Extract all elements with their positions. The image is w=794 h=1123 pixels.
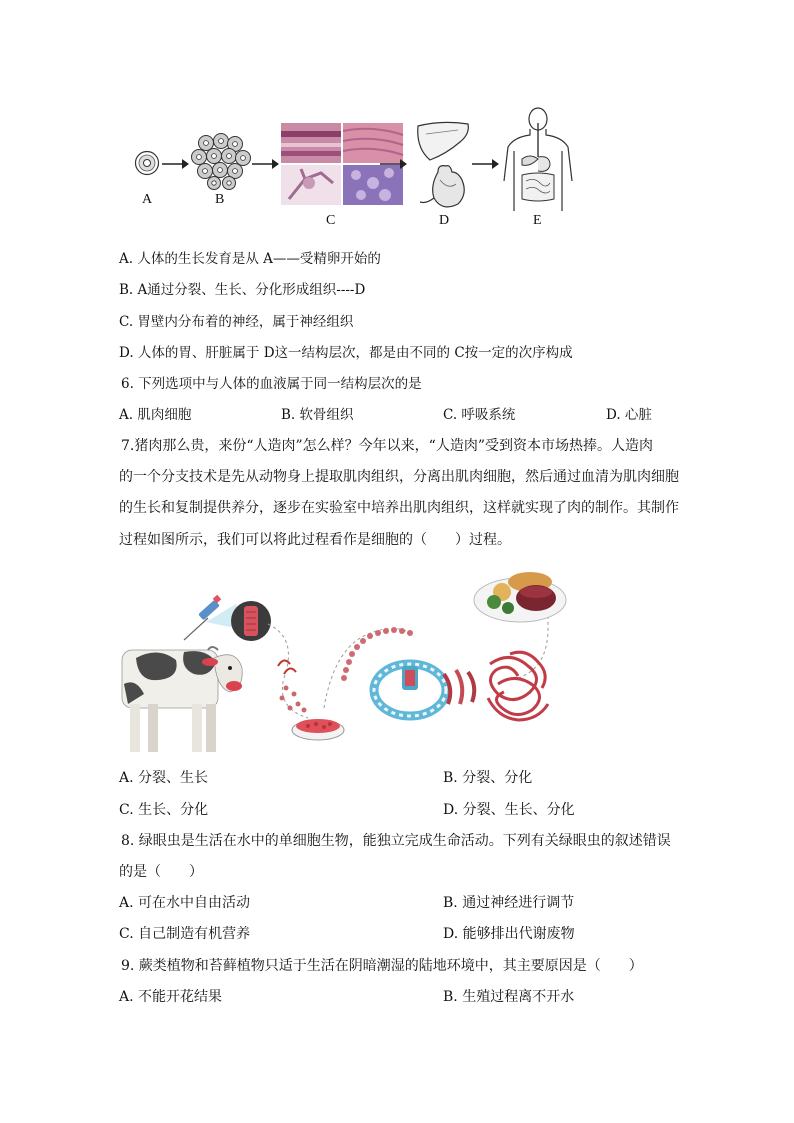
q7-option-d: D. 分裂、生长、分化	[443, 802, 575, 818]
cultured-meat-process-figure	[118, 558, 568, 758]
q8-option-a: A. 可在水中自由活动	[119, 895, 251, 911]
organs-liver-stomach-image	[412, 120, 474, 212]
petri-dish-icon	[292, 719, 344, 740]
q7-option-a: A. 分裂、生长	[119, 770, 209, 786]
q8-option-b: B. 通过神经进行调节	[443, 895, 575, 911]
q6-stem: 6. 下列选项中与人体的血液属于同一结构层次的是	[121, 376, 422, 392]
burger-plate-icon	[474, 572, 566, 622]
q7-stem-line-4: 过程如图所示，我们可以将此过程看作是细胞的（ ）过程。	[119, 532, 511, 548]
q6-option-a: A. 肌肉细胞	[119, 407, 192, 423]
q7-option-b: B. 分裂、分化	[443, 770, 533, 786]
figure-label-c: C	[326, 213, 336, 228]
q5-option-b: B. A通过分裂、生长、分化形成组织----D	[119, 282, 366, 298]
cow-image	[122, 647, 242, 752]
cell-cluster-image	[190, 134, 252, 190]
figure-label-a: A	[142, 192, 153, 207]
q6-option-b: B. 软骨组织	[281, 407, 354, 423]
arrow-icon	[160, 157, 190, 171]
q8-stem-line-2: 的是（ ）	[119, 864, 203, 880]
arrow-icon	[250, 157, 280, 171]
muscle-tissue-icon	[488, 652, 548, 720]
q8-option-d: D. 能够排出代谢废物	[443, 926, 575, 942]
arrow-icon	[378, 157, 408, 171]
q9-option-b: B. 生殖过程离不开水	[443, 989, 575, 1005]
figure-label-d: D	[439, 213, 450, 228]
figure-label-b: B	[215, 192, 225, 207]
q9-option-a: A. 不能开花结果	[119, 989, 223, 1005]
q8-option-c: C. 自己制造有机营养	[119, 926, 251, 942]
q7-option-c: C. 生长、分化	[119, 802, 209, 818]
q5-option-c: C. 胃壁内分布着的神经，属于神经组织	[119, 314, 354, 330]
q7-stem-line-2: 的一个分支技术是先从动物身上提取肌肉组织，分离出肌肉细胞，然后通过血清为肌肉细胞	[119, 469, 679, 485]
q5-option-d: D. 人体的胃、肝脏属于 D这一结构层次，都是由不同的 C按一定的次序构成	[119, 345, 573, 361]
q7-stem-line-1: 7.猪肉那么贵，来份“人造肉”怎么样？今年以来，“人造肉”受到资本市场热捧。人造肉	[121, 438, 653, 454]
arrow-icon	[470, 157, 500, 171]
q5-option-a: A. 人体的生长发育是从 A——受精卵开始的	[119, 251, 381, 267]
q8-stem-line-1: 8. 绿眼虫是生活在水中的单细胞生物，能独立完成生命活动。下列有关绿眼虫的叙述错误	[121, 833, 671, 849]
q9-stem: 9. 蕨类植物和苔藓植物只适于生活在阴暗潮湿的陆地环境中，其主要原因是（ ）	[121, 958, 643, 974]
bioreactor-icon	[374, 664, 446, 716]
q6-option-d: D. 心脏	[606, 407, 652, 423]
figure-label-e: E	[533, 213, 542, 228]
q6-option-c: C. 呼吸系统	[443, 407, 516, 423]
human-digestive-system-image	[500, 107, 576, 215]
q7-stem-line-3: 的生长和复制提供养分，逐步在实验室中培养出肌肉组织，这样就实现了肉的制作。其制作	[119, 500, 679, 516]
